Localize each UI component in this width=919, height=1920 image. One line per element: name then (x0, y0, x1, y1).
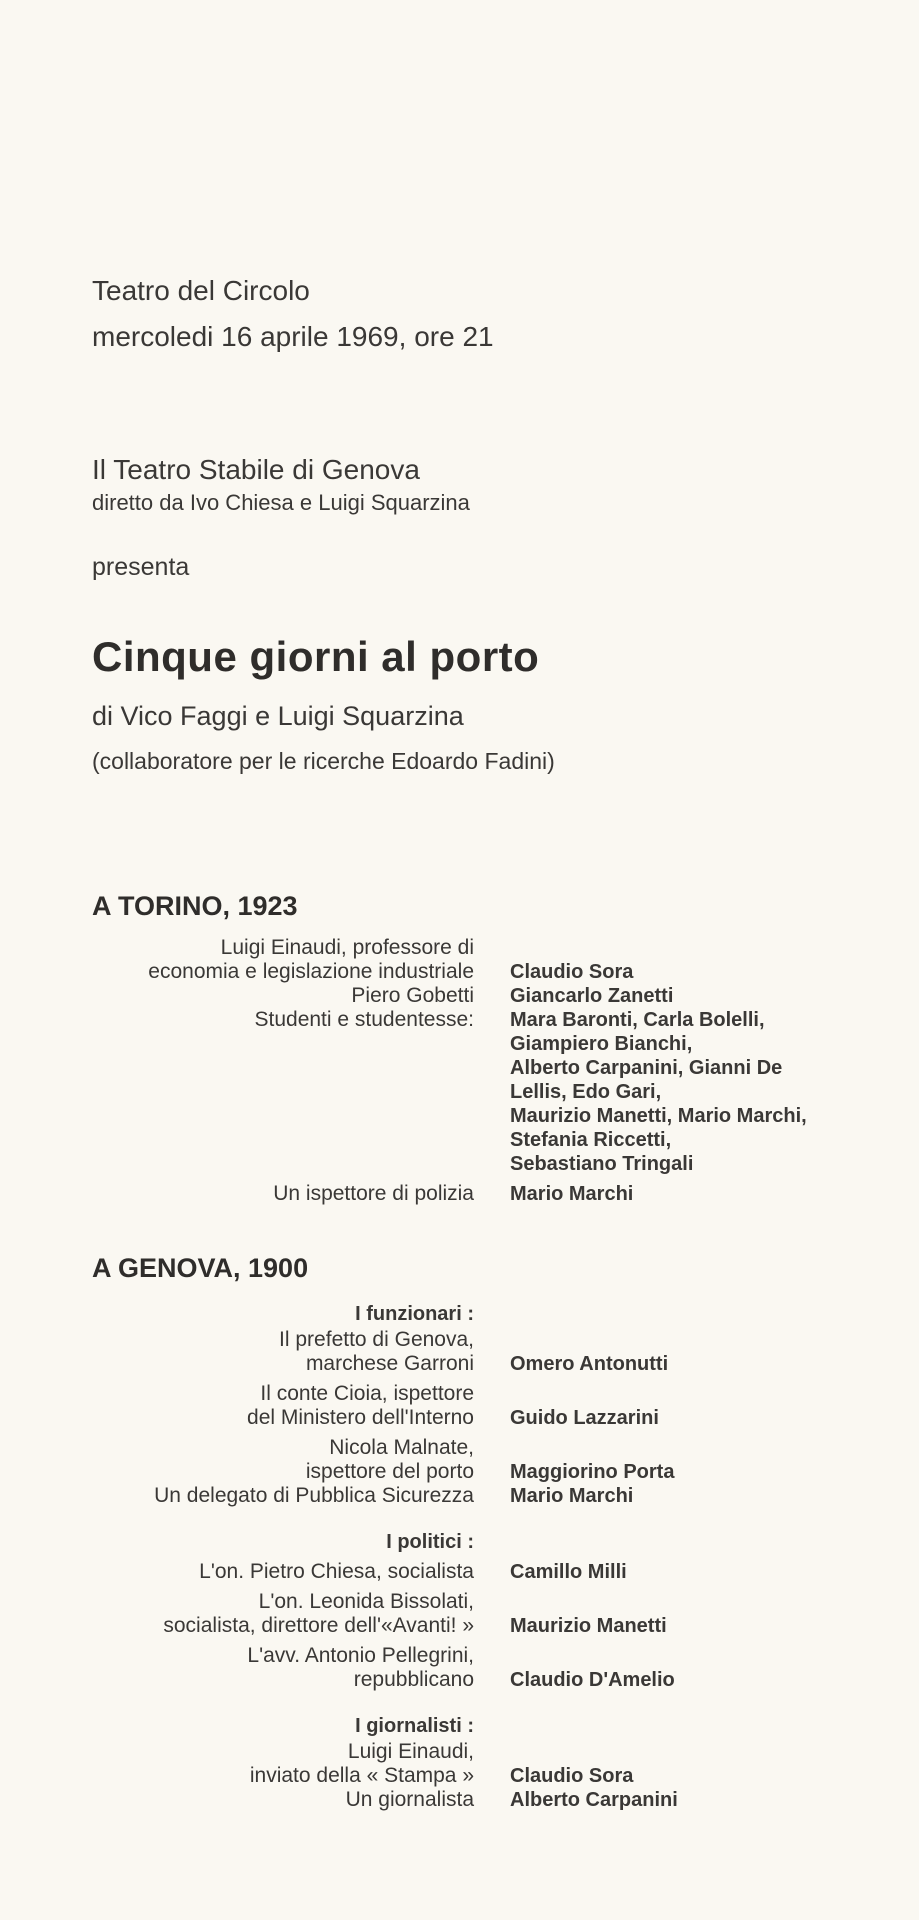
role-line: L'on. Pietro Chiesa, socialista (199, 1560, 474, 1583)
role-line: Un delegato di Pubblica Sicurezza (154, 1484, 474, 1507)
role-line: Un ispettore di polizia (273, 1182, 474, 1205)
actor: Omero Antonutti (510, 1353, 669, 1375)
cast-row (92, 1382, 872, 1430)
role (92, 1740, 474, 1788)
actor-line: Alberto Carpanini, Gianni De (510, 1057, 783, 1079)
role-line: Nicola Malnate, (329, 1436, 474, 1459)
section-heading-genova: A GENOVA, 1900 (92, 1253, 309, 1283)
play-authors: di Vico Faggi e Luigi Squarzina (92, 701, 464, 731)
actor-group (510, 1008, 872, 1176)
group-label-funzionari: I funzionari : (355, 1303, 474, 1325)
cast-row (92, 1740, 872, 1788)
cast-row (92, 936, 872, 984)
actor: Claudio D'Amelio (510, 1669, 675, 1691)
cast-row (92, 1328, 872, 1376)
group-heading (92, 1714, 872, 1738)
group-heading (92, 1530, 872, 1554)
cast-row (92, 1590, 872, 1638)
cast-list-genova (92, 1302, 872, 1812)
role (92, 984, 474, 1008)
cast-row (92, 1560, 872, 1584)
actor: Maurizio Manetti (510, 1615, 667, 1637)
presents-label: presenta (92, 553, 190, 581)
actor: Mario Marchi (510, 1485, 634, 1507)
role (92, 936, 474, 984)
role-line: repubblicano (353, 1668, 474, 1691)
actor: Giancarlo Zanetti (510, 985, 674, 1007)
presenter-block (92, 452, 470, 518)
role (92, 1436, 474, 1484)
role-line: Studenti e studentesse: (254, 1008, 474, 1031)
role (92, 1382, 474, 1430)
cast-row (92, 1788, 872, 1812)
actor: Mario Marchi (510, 1183, 634, 1205)
actor: Alberto Carpanini (510, 1789, 678, 1811)
group-heading (92, 1302, 872, 1326)
role-line: Piero Gobetti (351, 984, 474, 1007)
role-line: socialista, direttore dell'«Avanti! » (163, 1614, 474, 1637)
role-line: inviato della « Stampa » (249, 1764, 474, 1787)
role-line: del Ministero dell'Interno (247, 1406, 474, 1429)
presenter-name: Il Teatro Stabile di Genova (92, 454, 420, 485)
role-line: L'on. Leonida Bissolati, (258, 1590, 474, 1613)
actor-line: Mara Baronti, Carla Bolelli, (510, 1009, 765, 1031)
actor-line: Giampiero Bianchi, (510, 1033, 693, 1055)
cast-row (92, 1436, 872, 1484)
role-line: economia e legislazione industriale (148, 960, 474, 983)
section-heading-torino: A TORINO, 1923 (92, 891, 298, 921)
cast-row (92, 1484, 872, 1508)
role-line: Il conte Cioia, ispettore (260, 1382, 474, 1405)
actor: Claudio Sora (510, 1765, 634, 1787)
venue-block (92, 268, 494, 360)
role (92, 1590, 474, 1638)
role-line: Luigi Einaudi, professore di (220, 936, 474, 959)
actor: Maggiorino Porta (510, 1461, 675, 1483)
role-line: ispettore del porto (305, 1460, 474, 1483)
role-line: L'avv. Antonio Pellegrini, (247, 1644, 474, 1667)
role (92, 1328, 474, 1376)
role-line: Un giornalista (345, 1788, 474, 1811)
cast-list-torino (92, 936, 872, 1206)
role (92, 1008, 474, 1032)
role (92, 1484, 474, 1508)
actor: Claudio Sora (510, 961, 634, 983)
actor-line: Maurizio Manetti, Mario Marchi, (510, 1105, 807, 1127)
role-line: marchese Garroni (305, 1352, 474, 1375)
role (92, 1788, 474, 1812)
actor-line: Lellis, Edo Gari, (510, 1081, 662, 1103)
presenter-direction: diretto da Ivo Chiesa e Luigi Squarzina (92, 490, 470, 515)
actor-line: Sebastiano Tringali (510, 1153, 694, 1175)
role-line: Luigi Einaudi, (347, 1740, 474, 1763)
role-line: Il prefetto di Genova, (279, 1328, 474, 1351)
group-label-giornalisti: I giornalisti : (355, 1715, 474, 1737)
venue-date: mercoledi 16 aprile 1969, ore 21 (92, 321, 494, 352)
cast-row (92, 1008, 872, 1176)
actor-line: Stefania Riccetti, (510, 1129, 672, 1151)
venue-theatre: Teatro del Circolo (92, 275, 310, 306)
cast-row (92, 1182, 872, 1206)
play-title: Cinque giorni al porto (92, 633, 540, 680)
group-label-politici: I politici : (386, 1531, 474, 1553)
actor: Camillo Milli (510, 1561, 627, 1583)
role (92, 1644, 474, 1692)
cast-row (92, 984, 872, 1008)
role (92, 1560, 474, 1584)
cast-row (92, 1644, 872, 1692)
actor: Guido Lazzarini (510, 1407, 659, 1429)
play-research-credit: (collaboratore per le ricerche Edoardo Fadini) (92, 748, 555, 774)
role (92, 1182, 474, 1206)
